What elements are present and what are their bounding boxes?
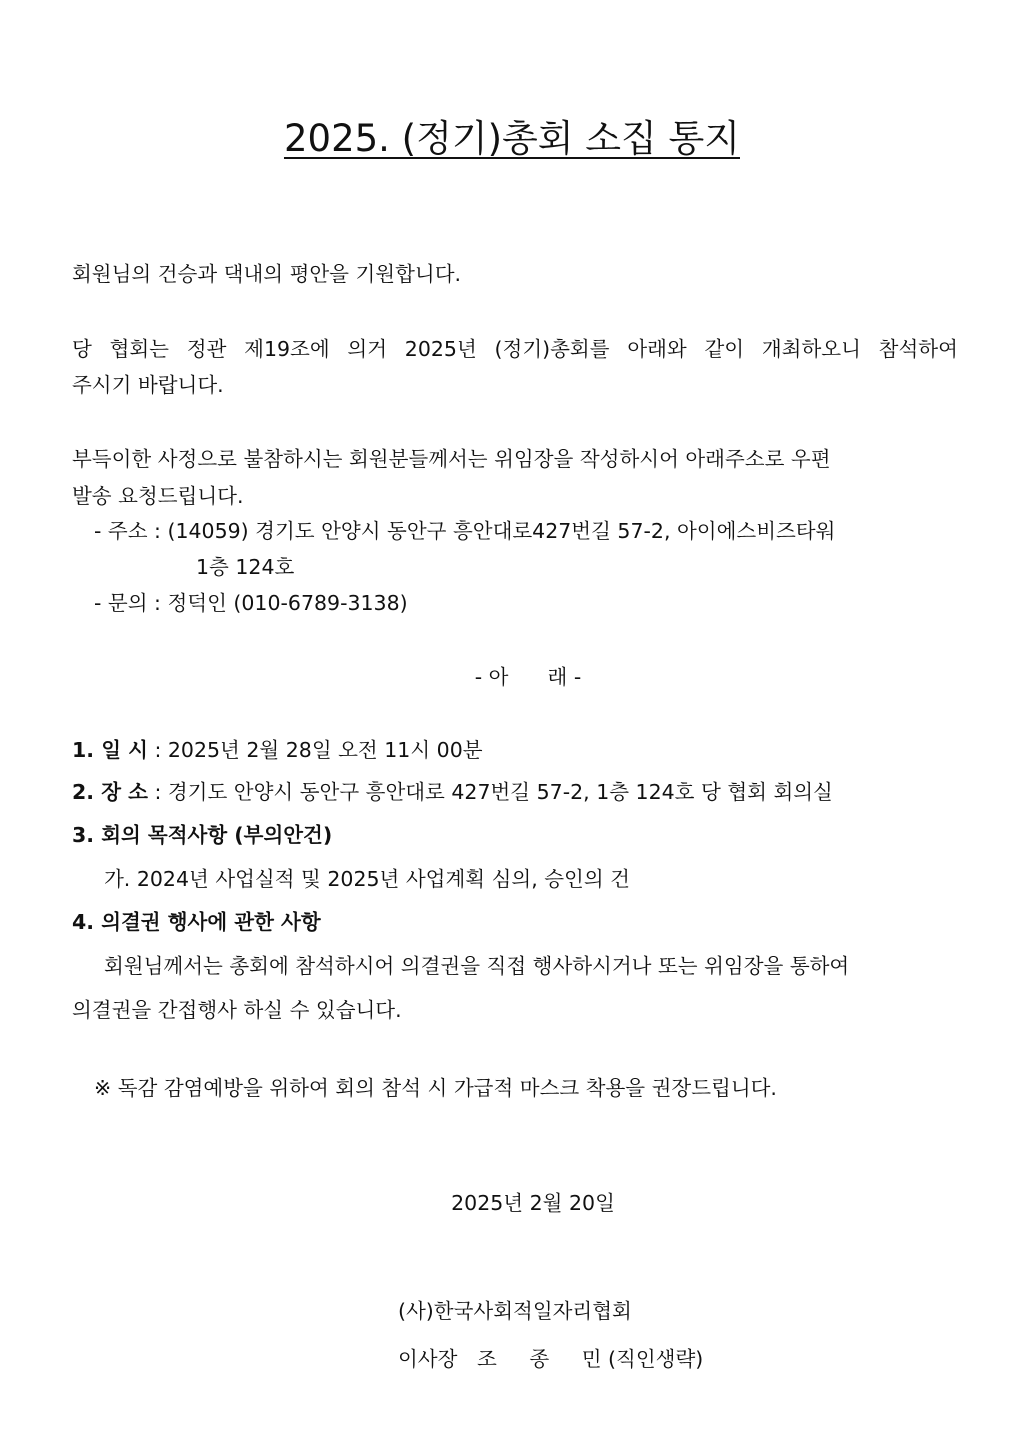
address-continuation: 1층 124호 (196, 555, 295, 579)
word: 의거 (347, 337, 388, 361)
paragraph1-line1 (72, 334, 958, 364)
word: (정기)총회를 (494, 337, 610, 361)
agenda-heading: 3. 회의 목적사항 (부의안건) (72, 823, 333, 847)
document-title-text: 2025. (정기)총회 소집 통지 (283, 117, 740, 160)
paragraph2-line2: 발송 요청드립니다. (72, 484, 244, 508)
paragraph1-line2: 주시기 바랍니다. (72, 373, 224, 397)
document-date: 2025년 2월 20일 (451, 1191, 615, 1215)
signatory-line: 이사장 조 종 민 (직인생략) (398, 1347, 704, 1371)
item-place-value: : 경기도 안양시 동안구 흥안대로 427번길 57-2, 1층 124호 당 협회 회의실 (147, 780, 833, 804)
voting-heading: 4. 의결권 행사에 관한 사항 (72, 910, 321, 934)
word: 참석하여 (878, 337, 958, 361)
item-date (72, 735, 483, 765)
word: 개최하오니 (761, 337, 861, 361)
word: 제19조에 (244, 337, 330, 361)
word: 같이 (704, 337, 745, 361)
item-place-label: 2. 장 소 (72, 780, 148, 804)
contact-line: - 문의 : 정덕인 (010-6789-3138) (94, 591, 408, 615)
word: 2025년 (404, 337, 477, 361)
address-line: - 주소 : (14059) 경기도 안양시 동안구 흥안대로427번길 57-2, 아이에스비즈타워 (94, 519, 836, 543)
word: 당 (72, 337, 92, 361)
paragraph2-line1: 부득이한 사정으로 불참하시는 회원분들께서는 위임장을 작성하시어 아래주소로 우편 (72, 447, 831, 471)
greeting-text: 회원님의 건승과 댁내의 평안을 기원합니다. (72, 262, 462, 286)
organization-name: (사)한국사회적일자리협회 (398, 1299, 632, 1323)
voting-line1: 회원님께서는 총회에 참석하시어 의결권을 직접 행사하시거나 또는 위임장을 통하여 (104, 954, 850, 978)
voting-line2: 의결권을 간접행사 하실 수 있습니다. (72, 998, 402, 1022)
item-place (72, 777, 833, 807)
word: 아래와 (627, 337, 687, 361)
notice-note: ※ 독감 감염예방을 위하여 회의 참석 시 가급적 마스크 착용을 권장드립니다. (94, 1076, 777, 1100)
item-date-label: 1. 일 시 (72, 738, 148, 762)
agenda-item: 가. 2024년 사업실적 및 2025년 사업계획 심의, 승인의 건 (104, 867, 630, 891)
word: 정관 (186, 337, 227, 361)
document-title (0, 112, 1024, 166)
item-date-value: : 2025년 2월 28일 오전 11시 00분 (147, 738, 483, 762)
section-heading: - 아 래 - (474, 665, 582, 689)
word: 협회는 (109, 337, 169, 361)
